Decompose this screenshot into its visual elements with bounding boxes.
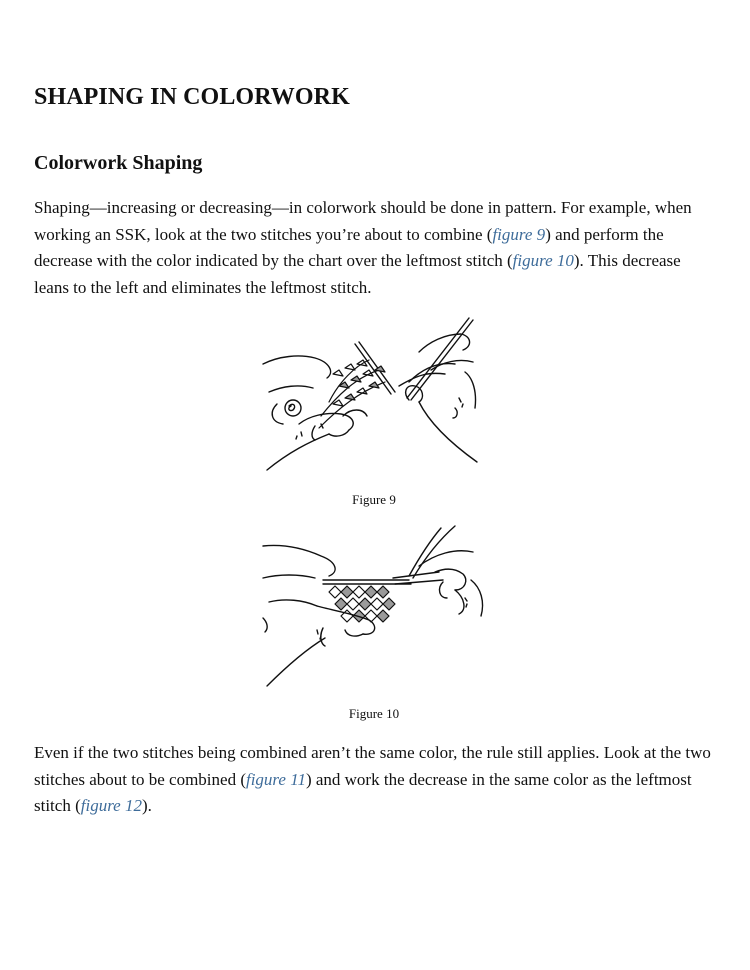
figure-10-caption: Figure 10 (348, 706, 400, 721)
figure-9-link[interactable]: figure 9 (492, 224, 546, 244)
paragraph-2 (34, 740, 714, 820)
paragraph-1-text-c: ). This decrease leans to the left and eliminates the leftmost stitch. (34, 251, 681, 297)
knitting-illustration-ssk-decrease (259, 518, 489, 688)
paragraph-2-text-c: ). (141, 796, 152, 815)
figure-9-caption: Figure 9 (352, 492, 396, 507)
paragraph-2-text-a: Even if the two stitches being combined aren’t the same color, the rule still applies. Look at the two stitches about to be combined ( (34, 743, 711, 789)
figure-10-link[interactable]: figure 10 (512, 251, 574, 270)
figure-10 (34, 518, 714, 722)
figure-9 (34, 312, 714, 508)
figure-11-link[interactable]: figure 11 (245, 769, 306, 789)
figure-12-link[interactable]: figure 12 (80, 796, 142, 815)
paragraph-1-text-b: ) and perform the decrease with the color indicated by the chart over the leftmost stitch ( (34, 224, 664, 270)
chapter-heading: SHAPING IN COLORWORK (34, 84, 350, 110)
paragraph-1 (34, 195, 714, 301)
paragraph-1-text-a: Shaping—increasing or decreasing—in colorwork should be done in pattern. For example, when working an SSK, look at the two stitches you’re about to combine ( (34, 198, 692, 244)
paragraph-2-text-b: ) and work the decrease in the same color as the leftmost stitch ( (34, 769, 692, 815)
section-heading: Colorwork Shaping (34, 152, 203, 174)
knitting-illustration-ssk-setup (259, 312, 489, 474)
